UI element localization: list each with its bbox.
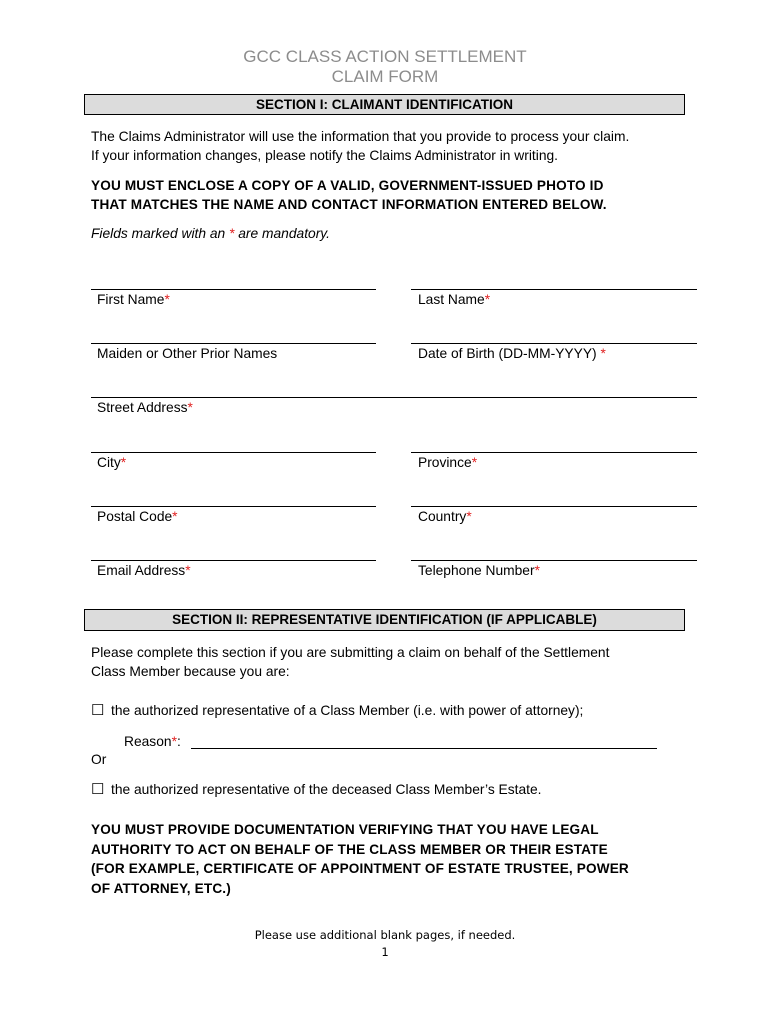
first-name-label <box>97 291 170 309</box>
telephone-label-text: Telephone Number <box>418 563 535 578</box>
mandatory-fields-note <box>91 224 681 244</box>
checkbox-icon[interactable]: ☐ <box>91 781 105 798</box>
last-name-field[interactable] <box>411 289 697 290</box>
form-title-line2: CLAIM FORM <box>331 67 439 86</box>
footer-note: Please use additional blank pages, if needed. <box>254 928 516 942</box>
country-field[interactable] <box>411 506 697 507</box>
city-field[interactable] <box>91 452 376 453</box>
required-star: * <box>466 509 472 524</box>
required-star: * <box>120 455 127 470</box>
required-star: * <box>187 400 193 415</box>
date-of-birth-field[interactable] <box>411 343 697 344</box>
documentation-notice-line2: AUTHORITY TO ACT ON BEHALF OF THE CLASS MEMBER OR THEIR ESTATE <box>91 842 608 857</box>
first-name-field[interactable] <box>91 289 376 290</box>
maiden-name-label-text: Maiden or Other Prior Names <box>97 346 278 361</box>
reason-field[interactable] <box>191 748 657 749</box>
last-name-label <box>418 291 490 309</box>
section-1-intro-line1: The Claims Administrator will use the information that you provide to process your claim. <box>91 129 630 144</box>
email-label-text: Email Address <box>97 563 186 578</box>
street-address-label-text: Street Address <box>97 400 188 415</box>
required-star: * <box>164 292 170 307</box>
first-name-label-text: First Name <box>97 292 165 307</box>
email-label <box>97 562 191 580</box>
street-address-label <box>97 399 193 417</box>
required-star: * <box>484 292 491 307</box>
mandatory-note-suffix: are mandatory. <box>234 226 331 241</box>
country-label <box>418 508 472 526</box>
section-2-heading: SECTION II: REPRESENTATIVE IDENTIFICATION (IF APPLICABLE) <box>84 609 685 631</box>
documentation-notice-line1: YOU MUST PROVIDE DOCUMENTATION VERIFYING THAT YOU HAVE LEGAL <box>91 822 599 837</box>
form-title-line1: GCC CLASS ACTION SETTLEMENT <box>243 47 527 66</box>
photo-id-notice-line2: THAT MATCHES THE NAME AND CONTACT INFORMATION ENTERED BELOW. <box>91 197 607 212</box>
postal-code-label <box>97 508 178 526</box>
required-star: * <box>471 455 478 470</box>
telephone-label <box>418 562 540 580</box>
documentation-notice-line3: (FOR EXAMPLE, CERTIFICATE OF APPOINTMENT OF ESTATE TRUSTEE, POWER <box>91 861 629 876</box>
required-star: * <box>229 226 235 241</box>
email-field[interactable] <box>91 560 376 561</box>
required-star: * <box>534 563 540 578</box>
postal-code-field[interactable] <box>91 506 376 507</box>
photo-id-notice-line1: YOU MUST ENCLOSE A COPY OF A VALID, GOVERNMENT-ISSUED PHOTO ID <box>91 178 604 193</box>
option-estate-label: the authorized representative of the deceased Class Member’s Estate. <box>111 782 542 797</box>
maiden-name-field[interactable] <box>91 343 376 344</box>
documentation-notice-line4: OF ATTORNEY, ETC.) <box>91 881 231 896</box>
section-2-intro-line2: Class Member because you are: <box>91 664 290 679</box>
province-label-text: Province <box>418 455 472 470</box>
required-star: * <box>600 346 606 361</box>
date-of-birth-label-text: Date of Birth (DD-MM-YYYY) <box>418 346 601 361</box>
date-of-birth-label <box>418 345 606 363</box>
section-1-intro-line2: If your information changes, please notify the Claims Administrator in writing. <box>91 148 559 163</box>
section-1-heading: SECTION I: CLAIMANT IDENTIFICATION <box>84 94 685 115</box>
required-star: * <box>172 509 178 524</box>
section-2-intro-line1: Please complete this section if you are submitting a claim on behalf of the Settlement <box>91 645 610 660</box>
mandatory-note-prefix: Fields marked with an <box>91 226 230 241</box>
province-field[interactable] <box>411 452 697 453</box>
option-estate[interactable] <box>91 781 542 799</box>
required-star: * <box>171 734 177 749</box>
province-label <box>418 454 477 472</box>
telephone-field[interactable] <box>411 560 697 561</box>
checkbox-icon[interactable]: ☐ <box>91 702 105 719</box>
last-name-label-text: Last Name <box>418 292 485 307</box>
street-address-field[interactable] <box>91 397 697 398</box>
reason-colon: : <box>176 734 181 749</box>
maiden-name-label <box>97 345 277 363</box>
or-label: Or <box>91 752 107 767</box>
required-star: * <box>185 563 191 578</box>
reason-label <box>124 733 181 751</box>
option-power-of-attorney-label: the authorized representative of a Class Member (i.e. with power of attorney); <box>111 703 584 718</box>
reason-label-text: Reason <box>124 734 172 749</box>
city-label <box>97 454 126 472</box>
city-label-text: City <box>97 455 121 470</box>
country-label-text: Country <box>418 509 467 524</box>
option-power-of-attorney[interactable] <box>91 702 583 720</box>
postal-code-label-text: Postal Code <box>97 509 173 524</box>
page-number: 1 <box>381 945 389 959</box>
